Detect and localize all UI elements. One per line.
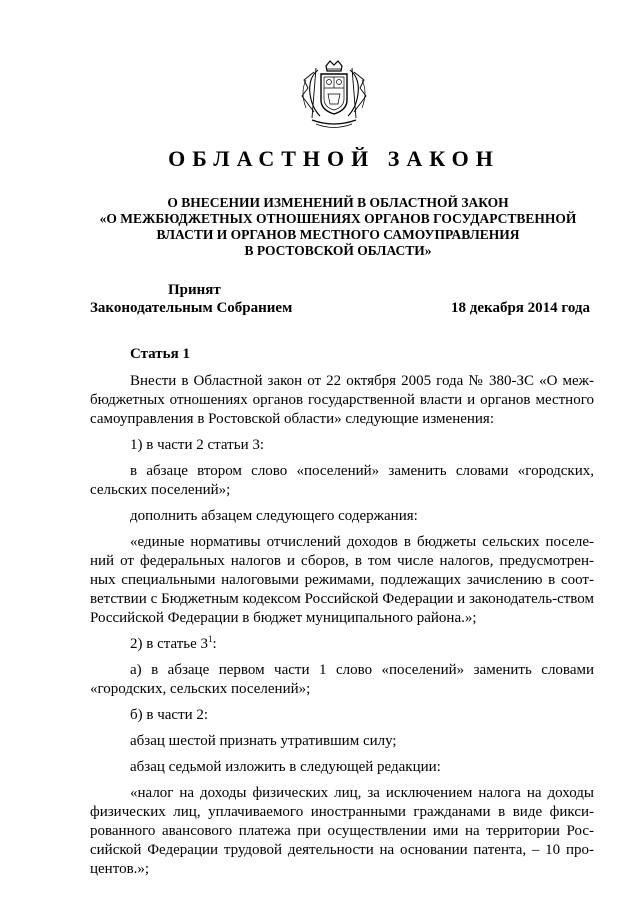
adopting-body: Законодательным Собранием [90, 300, 293, 316]
article-body [90, 345, 594, 886]
article-paragraph: «налог на доходы физических лиц, за исключением налога на доходы физических лиц, уплачиваемого иностранными гражданами в виде фикси-рованного авансового платежа при осуществлении ими на территории Рос-сийской Федерации трудовой деятельности на основании патента, – 10 про-центов.»; [90, 785, 594, 877]
coat-of-arms-icon [294, 58, 374, 132]
adoption-block [90, 281, 590, 317]
article-paragraph: абзац шестой признать утратившим силу; [130, 733, 397, 749]
article-paragraph: в абзаце втором слово «поселений» заменить словами «городских, сельских поселений»; [90, 463, 594, 498]
adoption-label: Принят [168, 282, 221, 298]
document-title-line: ВЛАСТИ И ОРГАНОВ МЕСТНОГО САМОУПРАВЛЕНИЯ [156, 227, 520, 242]
article-paragraph: 1) в части 2 статьи 3: [130, 437, 265, 453]
document-title-line: «О МЕЖБЮДЖЕТНЫХ ОТНОШЕНИЯХ ОРГАНОВ ГОСУДАРСТВЕННОЙ [99, 211, 577, 226]
article-paragraph: «единые нормативы отчислений доходов в бюджеты сельских поселе-ний от федеральных налогов и сборов, в том числе налогов, предусмотрен-ных специальными налоговыми режимами, подлежащих зачислению в соот-ветствии с Бюджетным кодексом Российской Федерации и законодатель-ством Российской Федерации в бюджет муниципального района.»; [90, 534, 594, 626]
article-paragraph: а) в абзаце первом части 1 слово «поселений» заменить словами «городских, сельских поселений»; [90, 662, 594, 697]
article-item-2 [90, 635, 594, 654]
adoption-row [90, 299, 590, 317]
document-type-heading: ОБЛАСТНОЙ ЗАКОН [168, 146, 500, 171]
article-paragraph: абзац седьмой изложить в следующей редакции: [130, 759, 441, 775]
article-paragraph: Внести в Областной закон от 22 октября 2005 года № 380-ЗС «О меж-бюджетных отношениях органов государственной власти и органов местного самоуправления в Ростовской области» следующие изменения: [90, 373, 594, 427]
document-title-line: О ВНЕСЕНИИ ИЗМЕНЕНИЙ В ОБЛАСТНОЙ ЗАКОН [167, 195, 509, 210]
article-item-2-text: 2) в статье 3 [130, 636, 209, 652]
article-paragraph: дополнить абзацем следующего содержания: [130, 508, 418, 524]
adoption-date: 18 декабря 2014 года [451, 300, 590, 316]
article-item-2-colon: : [212, 636, 217, 652]
article-paragraph: б) в части 2: [130, 707, 209, 723]
article-item-2-superscript: 1 [208, 634, 213, 644]
article-heading: Статья 1 [130, 346, 190, 362]
document-title [88, 195, 588, 259]
document-title-line: В РОСТОВСКОЙ ОБЛАСТИ» [244, 243, 432, 258]
